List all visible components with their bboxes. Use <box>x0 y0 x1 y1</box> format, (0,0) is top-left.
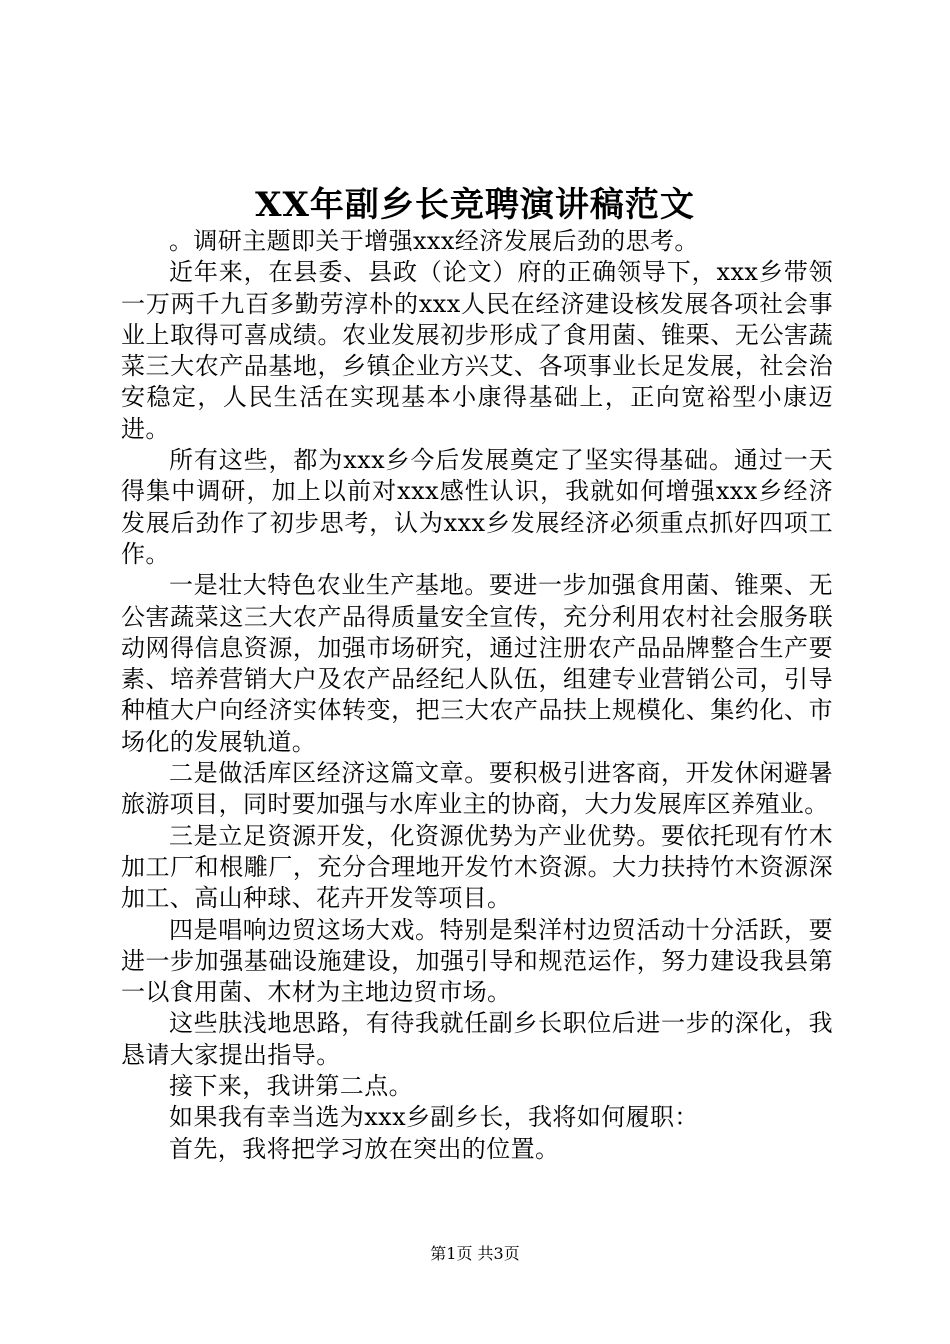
document-title: XX年副乡长竞聘演讲稿范文 <box>255 185 695 225</box>
paragraph: 一是壮大特色农业生产基地。要进一步加强食用菌、锥栗、无公害蔬菜这三大农产品得质量安全宣传，充分利用农村社会服务联动网得信息资源，加强市场研究，通过注册农产品品牌整合生产要素、培养营销大户及农产品经纪人队伍，组建专业营销公司，引导种植大户向经济实体转变，把三大农产品扶上规模化、集约化、市场化的发展轨道。 <box>121 571 833 756</box>
paragraph: 这些肤浅地思路，有待我就任副乡长职位后进一步的深化，我恳请大家提出指导。 <box>121 1009 833 1069</box>
paragraph: 所有这些，都为xxx乡今后发展奠定了坚实得基础。通过一天得集中调研，加上以前对xxx感性认识，我就如何增强xxx乡经济发展后劲作了初步思考，认为xxx乡发展经济必须重点抓好四项工作。 <box>121 446 833 568</box>
page-footer <box>0 1244 950 1264</box>
paragraph: 如果我有幸当选为xxx乡副乡长，我将如何履职： <box>169 1103 699 1132</box>
paragraph: 近年来，在县委、县政（论文）府的正确领导下，xxx乡带领一万两千九百多勤劳淳朴的xxx人民在经济建设核发展各项社会事业上取得可喜成绩。农业发展初步形成了食用菌、锥栗、无公害蔬菜三大农产品基地，乡镇企业方兴艾、各项事业长足发展，社会治安稳定，人民生活在实现基本小康得基础上，正向宽裕型小康迈进。 <box>121 258 833 443</box>
paragraph: 二是做活库区经济这篇文章。要积极引进客商，开发休闲避暑旅游项目，同时要加强与水库业主的协商，大力发展库区养殖业。 <box>121 759 833 819</box>
paragraph: 首先，我将把学习放在突出的位置。 <box>169 1134 560 1163</box>
page-number: 第1页 共3页 <box>430 1244 520 1263</box>
paragraph: 接下来，我讲第二点。 <box>169 1072 413 1101</box>
document-body <box>121 226 833 1165</box>
paragraph: 三是立足资源开发，化资源优势为产业优势。要依托现有竹木加工厂和根雕厂，充分合理地开发竹木资源。大力扶持竹木资源深加工、高山种球、花卉开发等项目。 <box>121 821 833 913</box>
paragraph: 四是唱响边贸这场大戏。特别是梨洋村边贸活动十分活跃，要进一步加强基础设施建设，加强引导和规范运作，努力建设我县第一以食用菌、木材为主地边贸市场。 <box>121 915 833 1007</box>
paragraph: 。调研主题即关于增强xxx经济发展后劲的思考。 <box>169 227 699 255</box>
